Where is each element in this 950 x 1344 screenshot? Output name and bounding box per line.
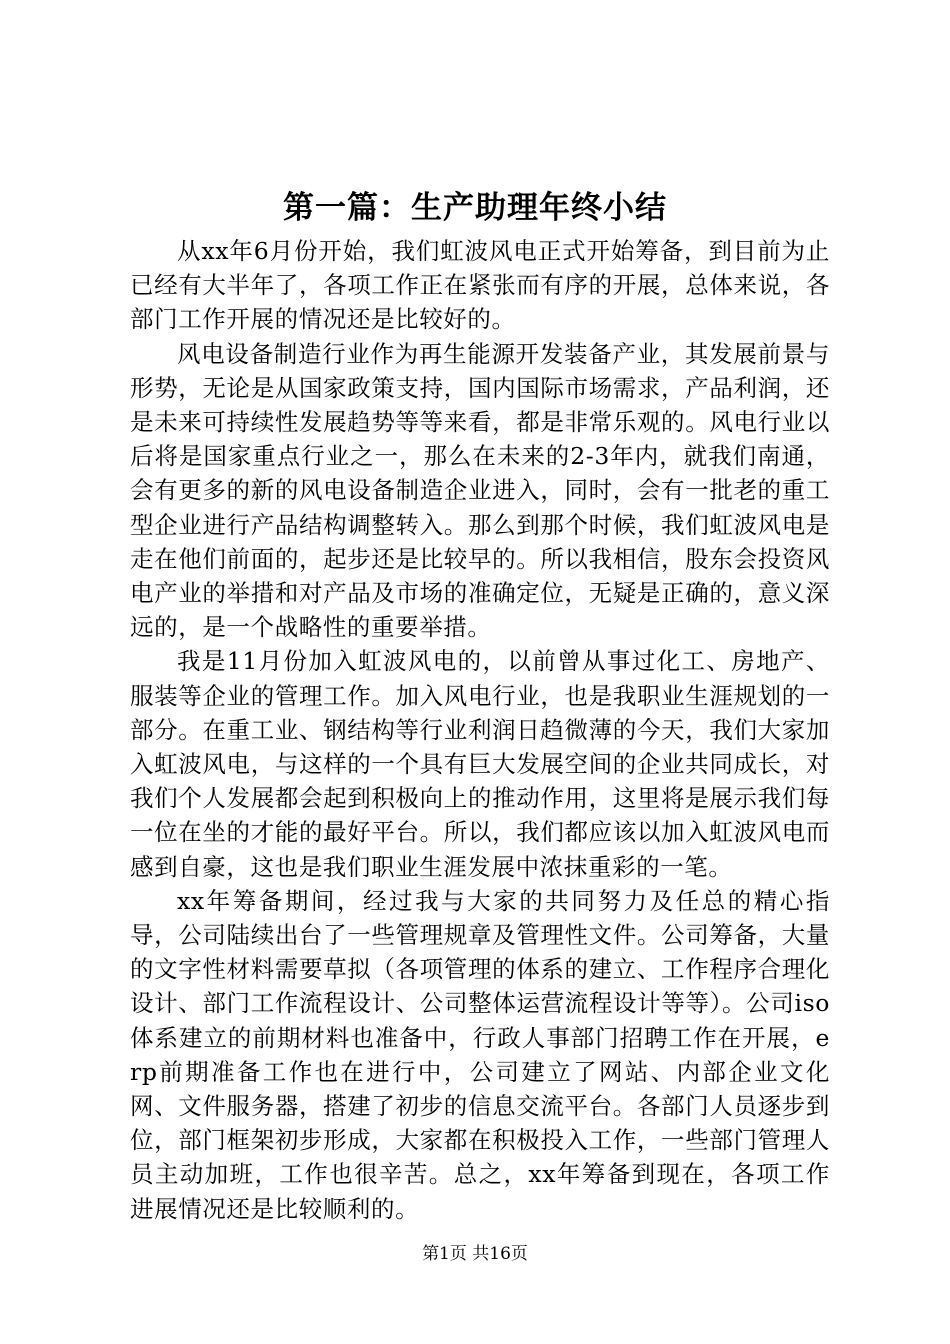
page-title: 第一篇：生产助理年终小结 xyxy=(283,190,667,226)
page-footer xyxy=(0,1242,950,1266)
paragraph-3: 我是11月份加入虹波风电的，以前曾从事过化工、房地产、服装等企业的管理工作。加入风电行业，也是我职业生涯规划的一部分。在重工业、钢结构等行业利润日趋微薄的今天，我们大家加入虹波风电，与这样的一个具有巨大发展空间的企业共同成长，对我们个人发展都会起到积极向上的推动作用，这里将是展示我们每一位在坐的才能的最好平台。所以，我们都应该以加入虹波风电而感到自豪，这也是我们职业生涯发展中浓抹重彩的一笔。 xyxy=(130,647,830,881)
page-number-indicator: 第1页 共16页 xyxy=(422,1244,528,1264)
paragraph-1: 从xx年6月份开始，我们虹波风电正式开始筹备，到目前为止已经有大半年了，各项工作正在紧张而有序的开展，总体来说，各部门工作开展的情况还是比较好的。 xyxy=(130,237,830,334)
document-body xyxy=(130,234,830,1226)
paragraph-2: 风电设备制造行业作为再生能源开发装备产业，其发展前景与形势，无论是从国家政策支持，国内国际市场需求，产品利润，还是未来可持续性发展趋势等等来看，都是非常乐观的。风电行业以后将是国家重点行业之一，那么在未来的2-3年内，就我们南通，会有更多的新的风电设备制造企业进入，同时，会有一批老的重工型企业进行产品结构调整转入。那么到那个时候，我们虹波风电是走在他们前面的，起步还是比较早的。所以我相信，股东会投资风电产业的举措和对产品及市场的准确定位，无疑是正确的，意义深远的，是一个战略性的重要举措。 xyxy=(130,339,830,642)
paragraph-4: xx年筹备期间，经过我与大家的共同努力及任总的精心指导，公司陆续出台了一些管理规章及管理性文件。公司筹备，大量的文字性材料需要草拟（各项管理的体系的建立、工作程序合理化设计、部门工作流程设计、公司整体运营流程设计等等）。公司iso体系建立的前期材料也准备中，行政人事部门招聘工作在开展，erp前期准备工作也在进行中，公司建立了网站、内部企业文化网、文件服务器，搭建了初步的信息交流平台。各部门人员逐步到位，部门框架初步形成，大家都在积极投入工作，一些部门管理人员主动加班，工作也很辛苦。总之，xx年筹备到现在，各项工作进展情况还是比较顺利的。 xyxy=(130,886,830,1223)
